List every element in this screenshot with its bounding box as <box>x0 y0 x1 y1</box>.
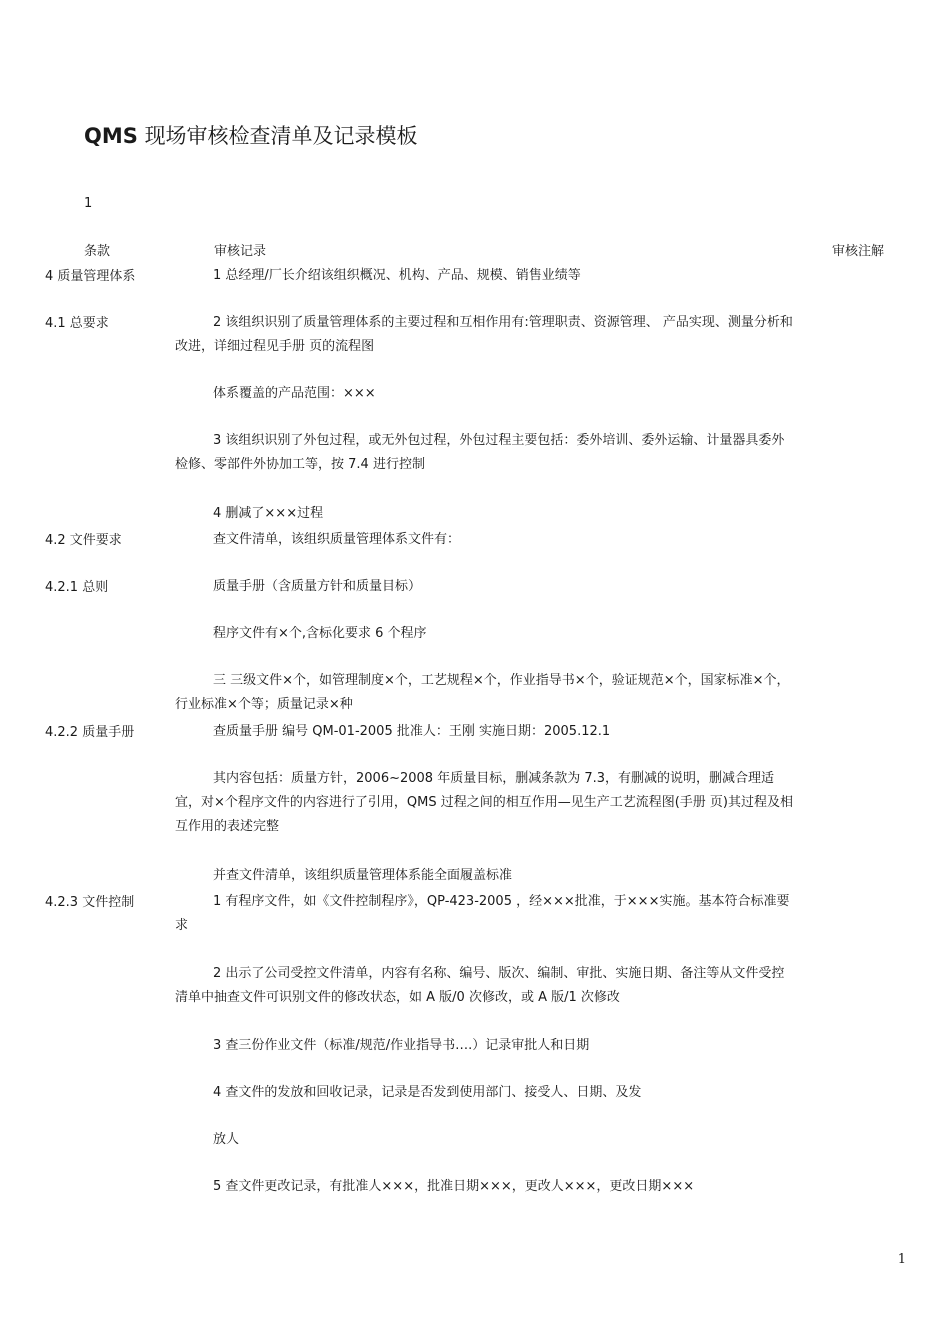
page-number: 1 <box>897 1252 906 1267</box>
record-text: 1 有程序文件，如《文件控制程序》，QP-423-2005 ，经×××批准，于×××实施。基本符合标准要求 <box>175 894 790 933</box>
clause-label: 4.2.3 文件控制 <box>45 895 135 910</box>
record-text: 3 该组织识别了外包过程，或无外包过程，外包过程主要包括：委外培训、委外运输、计量器具委外检修、零部件外协加工等，按 7.4 进行控制 <box>175 433 785 472</box>
title-text: 现场审核检查清单及记录模板 <box>144 124 418 148</box>
clause-label: 4.2.1 总则 <box>45 580 109 595</box>
record-text: 放人 <box>213 1132 240 1147</box>
clause-label: 4.2 文件要求 <box>45 533 122 548</box>
record-text: 查质量手册 编号 QM-01-2005 批准人：王刚 实施日期：2005.12.1 <box>213 724 611 739</box>
record-text: 4 查文件的发放和回收记录，记录是否发到使用部门、接受人、日期、及发 <box>213 1085 642 1100</box>
record-text: 4 删减了×××过程 <box>213 506 324 521</box>
record-text: 体系覆盖的产品范围：××× <box>213 386 376 401</box>
header-record: 审核记录 <box>214 244 267 259</box>
record-text: 并查文件清单，该组织质量管理体系能全面履盖标准 <box>213 868 513 883</box>
record-text: 1 总经理/厂长介绍该组织概况、机构、产品、规模、销售业绩等 <box>213 268 581 283</box>
title-bold: QMS <box>84 124 138 148</box>
record-text: 程序文件有×个,含标化要求 6 个程序 <box>213 626 427 641</box>
record-text: 查文件清单，该组织质量管理体系文件有： <box>213 532 461 547</box>
clause-label: 4.1 总要求 <box>45 316 109 331</box>
record-text: 5 查文件更改记录，有批准人×××，批准日期×××，更改人×××，更改日期××× <box>213 1179 695 1194</box>
record-text: 质量手册（含质量方针和质量目标） <box>213 579 422 594</box>
header-clause: 条款 <box>84 244 111 259</box>
record-text: 其内容包括：质量方针，2006~2008 年质量目标，删减条款为 7.3，有删减的说明，删减合理适宜，对×个程序文件的内容进行了引用，QMS 过程之间的相互作用—见生产工艺流程图(手册 页)其过程及相互作用的表述完整 <box>175 771 794 834</box>
record-text: 2 出示了公司受控文件清单，内容有名称、编号、版次、编制、审批、实施日期、备注等从文件受控清单中抽查文件可识别文件的修改状态，如 A 版/0 次修改，或 A 版/1 次修改 <box>175 966 785 1005</box>
clause-label: 4 质量管理体系 <box>45 269 136 284</box>
header-note: 审核注解 <box>832 244 885 259</box>
section-number: 1 <box>84 196 93 211</box>
clause-label: 4.2.2 质量手册 <box>45 725 135 740</box>
record-text: 2 该组织识别了质量管理体系的主要过程和互相作用有:管理职责、资源管理、 产品实现、测量分析和改进，详细过程见手册 页的流程图 <box>175 315 793 354</box>
record-text: 3 查三份作业文件（标准/规范/作业指导书….）记录审批人和日期 <box>213 1038 590 1053</box>
record-text: 三 三级文件×个，如管理制度×个，工艺规程×个，作业指导书×个，验证规范×个，国家标准×个，行业标准×个等；质量记录×种 <box>175 673 790 712</box>
document-title <box>84 126 418 147</box>
